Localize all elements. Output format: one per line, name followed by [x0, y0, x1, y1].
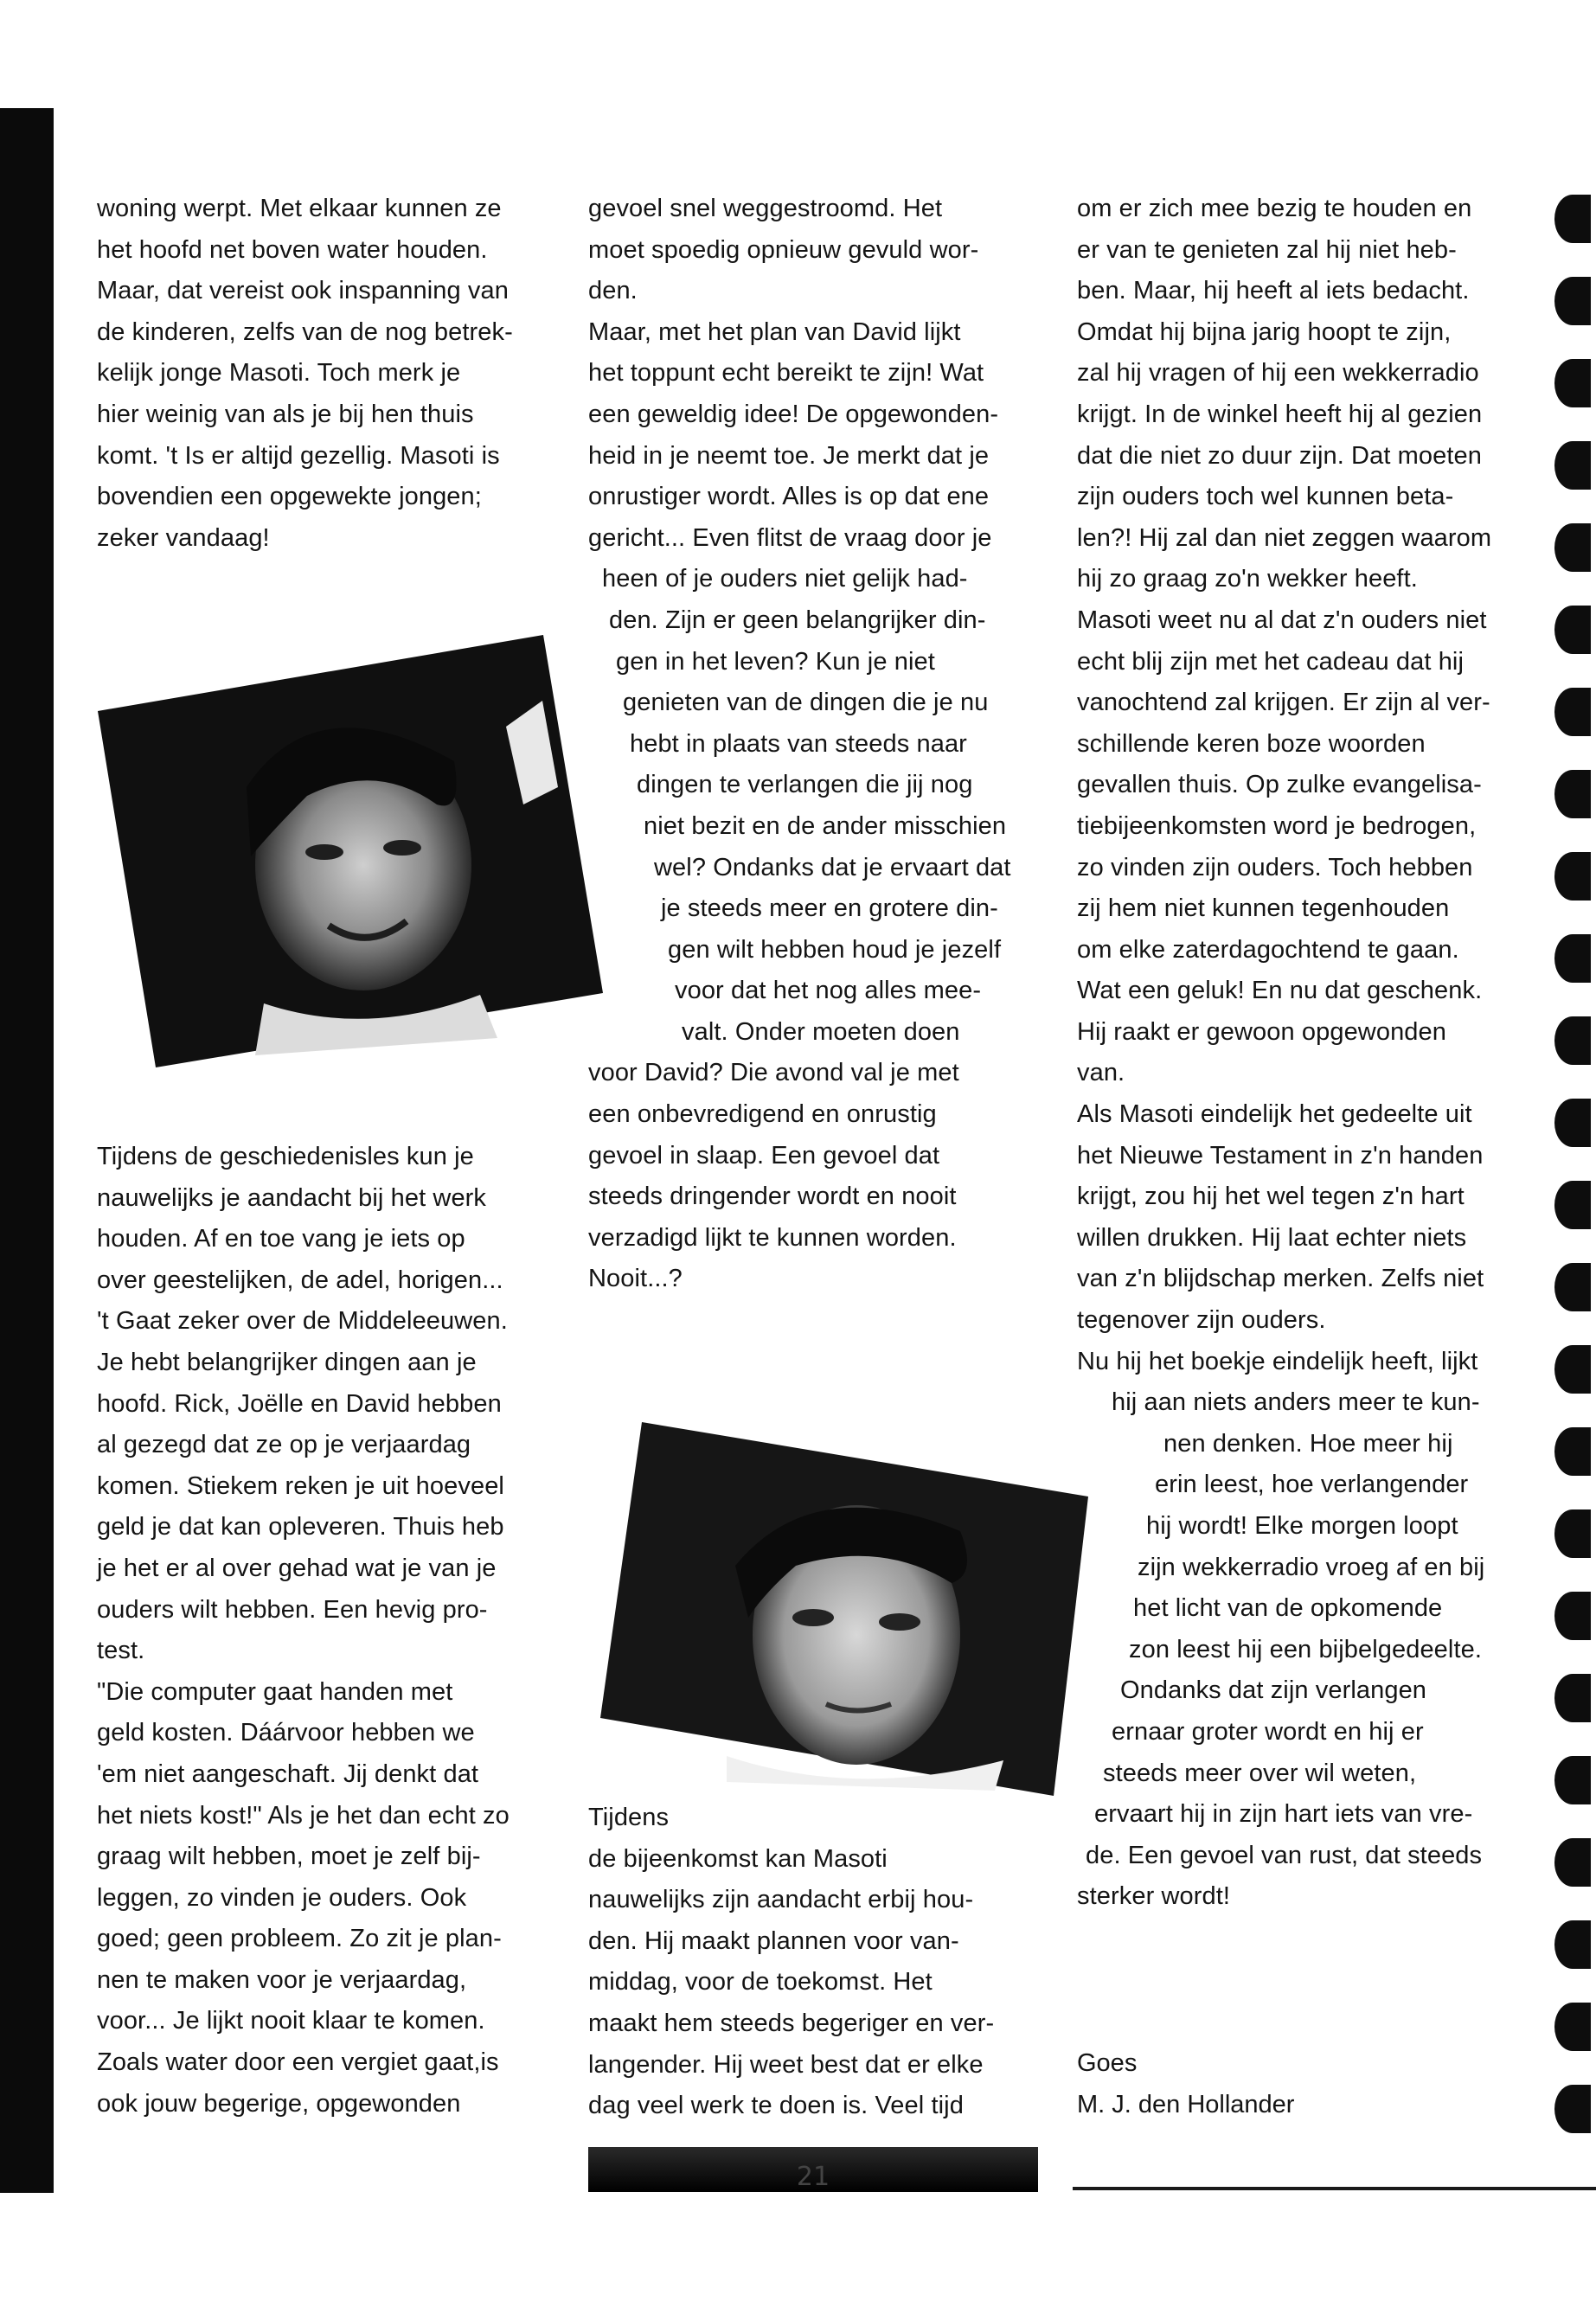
- text-line: geld je dat kan opleveren. Thuis heb: [97, 1513, 504, 1541]
- text-line: willen drukken. Hij laat echter niets: [1077, 1223, 1467, 1252]
- text-line: hoofd. Rick, Joëlle en David hebben: [97, 1389, 502, 1418]
- binder-hole: [1554, 523, 1591, 572]
- text-line: Tijdens: [588, 1804, 670, 1831]
- text-line: Ondanks dat zijn verlangen: [1120, 1676, 1427, 1705]
- text-line: van z'n blijdschap merken. Zelfs niet: [1077, 1265, 1484, 1293]
- column-3-text: [1077, 189, 1535, 1918]
- text-line: steeds meer over wil weten,: [1103, 1759, 1417, 1787]
- text-line: gevallen thuis. Op zulke evangelisa-: [1077, 771, 1482, 799]
- text-line: hij zo graag zo'n wekker heeft.: [1077, 565, 1418, 593]
- text-line: zij hem niet kunnen tegenhouden: [1077, 894, 1450, 923]
- binder-hole: [1554, 277, 1591, 325]
- text-line: het toppunt echt bereikt te zijn! Wat: [588, 359, 984, 388]
- text-line: bovendien een opgewekte jongen;: [97, 483, 482, 511]
- text-line: komen. Stiekem reken je uit hoeveel: [97, 1471, 504, 1500]
- text-line: zal hij vragen of hij een wekkerradio: [1077, 359, 1479, 388]
- photo-boy-smiling: [91, 631, 610, 1073]
- signature-block: [1077, 2043, 1294, 2125]
- binder-hole: [1554, 1181, 1591, 1229]
- text-line: test.: [97, 1637, 145, 1665]
- text-line: Masoti weet nu al dat z'n ouders niet: [1077, 606, 1487, 634]
- text-line: verzadigd lijkt te kunnen worden.: [588, 1223, 957, 1252]
- binder-hole: [1554, 688, 1591, 736]
- scan-margin-top: [0, 0, 1596, 108]
- text-line: het hoofd net boven water houden.: [97, 235, 488, 264]
- binder-hole: [1554, 1756, 1591, 1804]
- text-line: ook jouw begerige, opgewonden: [97, 2089, 461, 2118]
- text-line: zijn wekkerradio vroeg af en bij: [1138, 1553, 1485, 1581]
- text-line: het Nieuwe Testament in z'n handen: [1077, 1141, 1484, 1170]
- text-line: moet spoedig opnieuw gevuld wor-: [588, 235, 979, 264]
- text-line: om elke zaterdagochtend te gaan.: [1077, 935, 1459, 964]
- text-line: sterker wordt!: [1077, 1882, 1231, 1911]
- text-line: Als Masoti eindelijk het gedeelte uit: [1077, 1100, 1472, 1129]
- text-line: Tijdens de geschiedenisles kun je: [97, 1143, 474, 1170]
- text-line: ernaar groter wordt en hij er: [1112, 1717, 1424, 1746]
- column-1-top-text: [97, 189, 555, 559]
- binder-hole: [1554, 1509, 1591, 1558]
- binder-holes: [1551, 108, 1596, 2202]
- text-line: echt blij zijn met het cadeau dat hij: [1077, 647, 1465, 676]
- text-line: graag wilt hebben, moet je zelf bij-: [97, 1843, 481, 1871]
- binder-hole: [1554, 606, 1591, 654]
- text-line: voor... Je lijkt nooit klaar te komen.: [97, 2007, 485, 2035]
- text-line: "Die computer gaat handen met: [97, 1677, 453, 1706]
- text-line: nen te maken voor je verjaardag,: [97, 1965, 467, 1994]
- text-line: Maar, dat vereist ook inspanning van: [97, 277, 509, 305]
- bottom-rule: [1073, 2187, 1596, 2190]
- text-line: komt. 't Is er altijd gezellig. Masoti is: [97, 441, 500, 470]
- text-line: zo vinden zijn ouders. Toch hebben: [1077, 853, 1473, 881]
- text-line: een geweldig idee! De opgewonden-: [588, 400, 999, 428]
- text-line: hij wordt! Elke morgen loopt: [1146, 1512, 1458, 1540]
- text-line: valt. Onder moeten doen: [682, 1017, 960, 1046]
- text-line: den. Hij maakt plannen voor van-: [588, 1926, 959, 1955]
- text-line: leggen, zo vinden je ouders. Ook: [97, 1883, 467, 1912]
- photo-boy-portrait: [597, 1419, 1090, 1799]
- binder-hole: [1554, 852, 1591, 901]
- binder-hole: [1554, 1427, 1591, 1476]
- text-line: krijgt, zou hij het wel tegen z'n hart: [1077, 1183, 1465, 1211]
- page-number: 21: [796, 2162, 830, 2192]
- text-line: Maar, met het plan van David lijkt: [588, 317, 961, 346]
- text-line: dingen te verlangen die jij nog: [637, 771, 973, 799]
- binder-hole: [1554, 441, 1591, 490]
- text-line: krijgt. In de winkel heeft hij al gezien: [1077, 400, 1483, 428]
- column-2-bottom-text: [588, 1798, 1047, 2127]
- text-line: middag, voor de toekomst. Het: [588, 1968, 933, 1997]
- text-line: nauwelijks je aandacht bij het werk: [97, 1183, 487, 1212]
- binder-hole: [1554, 934, 1591, 983]
- text-line: hij aan niets anders meer te kun-: [1112, 1388, 1480, 1417]
- text-line: erin leest, hoe verlangender: [1155, 1471, 1469, 1499]
- binder-hole: [1554, 1099, 1591, 1147]
- text-line: de kinderen, zelfs van de nog betrek-: [97, 317, 513, 346]
- photo-boy-portrait-image: [597, 1419, 1090, 1799]
- column-1-bottom-text: [97, 1137, 555, 2125]
- text-line: geld kosten. Dáárvoor hebben we: [97, 1719, 475, 1747]
- text-line: gevoel in slaap. Een gevoel dat: [588, 1141, 940, 1170]
- binder-hole: [1554, 1263, 1591, 1311]
- text-line: steeds dringender wordt en nooit: [588, 1183, 957, 1211]
- text-line: al gezegd dat ze op je verjaardag: [97, 1431, 471, 1459]
- signature-place: Goes: [1077, 2049, 1138, 2077]
- photo-boy-smiling-image: [91, 631, 610, 1073]
- text-line: gen in het leven? Kun je niet: [616, 647, 935, 676]
- text-line: om er zich mee bezig te houden en: [1077, 195, 1472, 222]
- text-line: den. Zijn er geen belangrijker din-: [609, 606, 986, 634]
- text-line: dag veel werk te doen is. Veel tijd: [588, 2092, 964, 2120]
- binder-hole: [1554, 2085, 1591, 2133]
- binder-hole: [1554, 2003, 1591, 2051]
- text-line: hier weinig van als je bij hen thuis: [97, 400, 474, 428]
- text-line: het licht van de opkomende: [1133, 1594, 1443, 1623]
- text-line: heen of je ouders niet gelijk had-: [602, 565, 968, 593]
- text-line: houden. Af en toe vang je iets op: [97, 1225, 465, 1253]
- scan-margin-bottom: [0, 2193, 1596, 2301]
- text-line: ben. Maar, hij heeft al iets bedacht.: [1077, 277, 1470, 305]
- text-line: de bijeenkomst kan Masoti: [588, 1844, 888, 1873]
- text-line: tiebijeenkomsten word je bedrogen,: [1077, 811, 1477, 840]
- text-line: een onbevredigend en onrustig: [588, 1100, 937, 1129]
- text-line: er van te genieten zal hij niet heb-: [1077, 235, 1457, 264]
- text-line: niet bezit en de ander misschien: [644, 811, 1007, 840]
- text-line: genieten van de dingen die je nu: [623, 689, 989, 717]
- text-line: gericht... Even flitst de vraag door je: [588, 523, 992, 552]
- text-line: ervaart hij in zijn hart iets van vre-: [1094, 1800, 1473, 1829]
- page-footer-bar: [588, 2147, 1038, 2192]
- text-line: den.: [588, 277, 638, 305]
- text-line: Zoals water door een vergiet gaat,is: [97, 2048, 499, 2077]
- text-line: je steeds meer en grotere din-: [661, 894, 998, 923]
- binder-hole: [1554, 1674, 1591, 1722]
- text-line: schillende keren boze woorden: [1077, 729, 1426, 758]
- text-line: ouders wilt hebben. Een hevig pro-: [97, 1595, 488, 1624]
- text-line: Omdat hij bijna jarig hoopt te zijn,: [1077, 317, 1452, 346]
- text-line: 't Gaat zeker over de Middeleeuwen.: [97, 1307, 508, 1336]
- binder-hole: [1554, 359, 1591, 407]
- text-line: kelijk jonge Masoti. Toch merk je: [97, 359, 461, 388]
- text-line: langender. Hij weet best dat er elke: [588, 2050, 984, 2079]
- text-line: wel? Ondanks dat je ervaart dat: [654, 853, 1011, 881]
- signature-author: M. J. den Hollander: [1077, 2090, 1295, 2118]
- binder-hole: [1554, 1920, 1591, 1969]
- text-line: hebt in plaats van steeds naar: [630, 729, 967, 758]
- binder-hole: [1554, 1345, 1591, 1394]
- binder-hole: [1554, 195, 1591, 243]
- binder-hole: [1554, 1838, 1591, 1887]
- text-line: het niets kost!" Als je het dan echt zo: [97, 1801, 510, 1830]
- text-line: Wat een geluk! En nu dat geschenk.: [1077, 977, 1483, 1005]
- text-line: tegenover zijn ouders.: [1077, 1306, 1326, 1335]
- text-line: gevoel snel weggestroomd. Het: [588, 195, 943, 222]
- text-line: vanochtend zal krijgen. Er zijn al ver-: [1077, 689, 1490, 717]
- text-line: Nu hij het boekje eindelijk heeft, lijkt: [1077, 1347, 1478, 1375]
- text-line: zijn ouders toch wel kunnen beta-: [1077, 483, 1454, 511]
- text-line: nen denken. Hoe meer hij: [1163, 1429, 1453, 1458]
- text-line: Hij raakt er gewoon opgewonden: [1077, 1017, 1446, 1046]
- text-line: zeker vandaag!: [97, 523, 270, 552]
- text-line: len?! Hij zal dan niet zeggen waarom: [1077, 523, 1492, 552]
- text-line: 'em niet aangeschaft. Jij denkt dat: [97, 1759, 479, 1788]
- text-line: gen wilt hebben houd je jezelf: [668, 935, 1002, 964]
- binder-hole: [1554, 1016, 1591, 1065]
- text-line: voor David? Die avond val je met: [588, 1059, 959, 1087]
- text-line: nauwelijks zijn aandacht erbij hou-: [588, 1886, 974, 1914]
- text-line: Je hebt belangrijker dingen aan je: [97, 1348, 477, 1376]
- binder-hole: [1554, 770, 1591, 818]
- text-line: Nooit...?: [588, 1265, 683, 1293]
- text-line: maakt hem steeds begeriger en ver-: [588, 2009, 995, 2037]
- text-line: over geestelijken, de adel, horigen...: [97, 1266, 503, 1294]
- text-line: de. Een gevoel van rust, dat steeds: [1086, 1841, 1483, 1869]
- text-line: je het er al over gehad wat je van je: [97, 1554, 497, 1582]
- text-line: onrustiger wordt. Alles is op dat ene: [588, 483, 990, 511]
- text-line: van.: [1077, 1059, 1125, 1087]
- text-line: heid in je neemt toe. Je merkt dat je: [588, 441, 990, 470]
- text-line: dat die niet zo duur zijn. Dat moeten: [1077, 441, 1482, 470]
- binder-hole: [1554, 1592, 1591, 1640]
- scan-edge-band: [0, 108, 54, 2193]
- text-line: goed; geen probleem. Zo zit je plan-: [97, 1925, 502, 1953]
- text-line: zon leest hij een bijbelgedeelte.: [1129, 1635, 1482, 1663]
- text-line: voor dat het nog alles mee-: [675, 977, 982, 1005]
- text-line: woning werpt. Met elkaar kunnen ze: [97, 195, 502, 222]
- column-2-top-text: [588, 189, 1047, 1300]
